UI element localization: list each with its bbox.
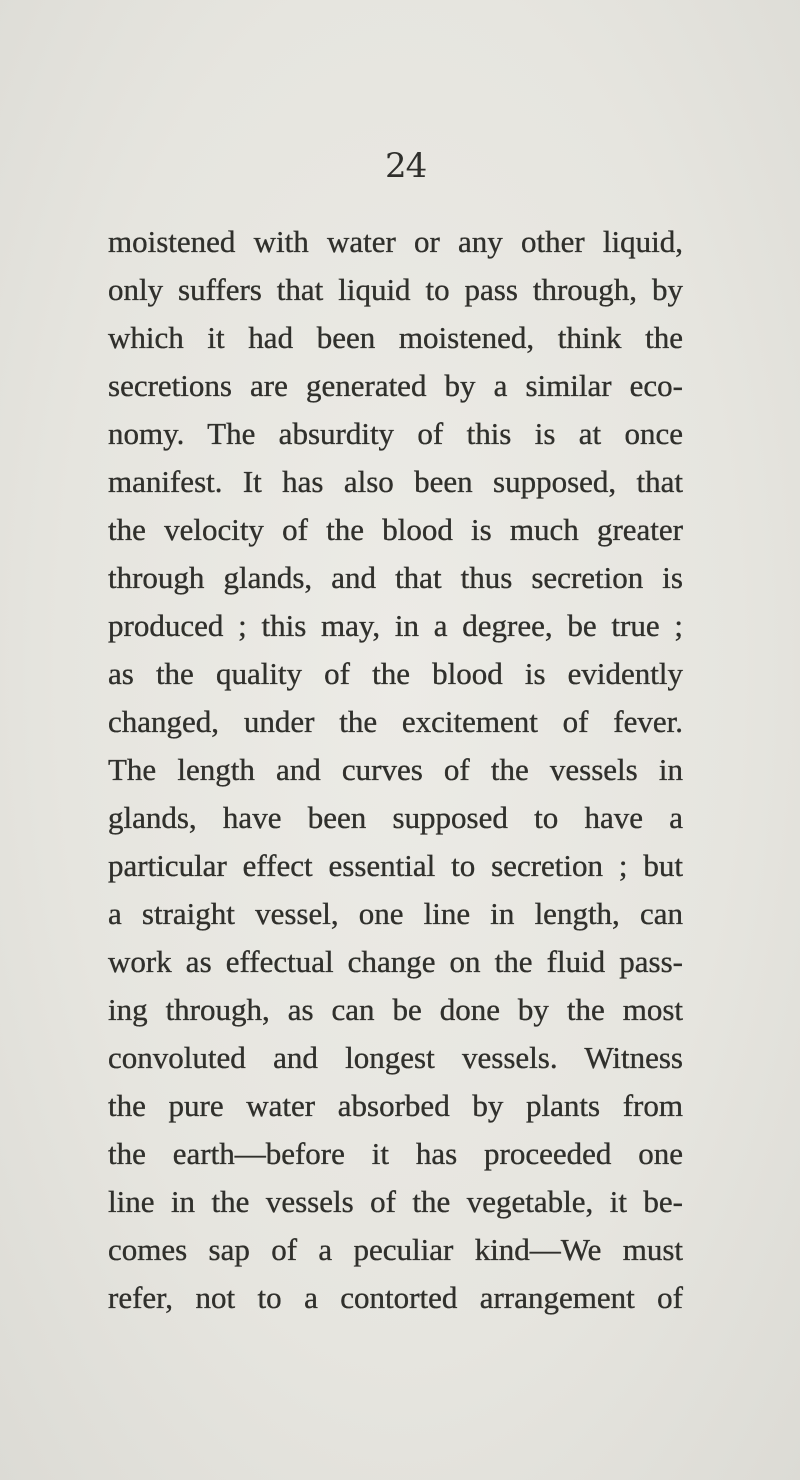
text-line: glands, have been supposed to have a bbox=[108, 800, 683, 835]
text-line: work as effectual change on the fluid pass- bbox=[108, 944, 683, 979]
text-line: convoluted and longest vessels. Witness bbox=[108, 1040, 683, 1075]
text-line: ing through, as can be done by the most bbox=[108, 992, 683, 1027]
text-line: manifest. It has also been supposed, that bbox=[108, 464, 683, 499]
text-line: only suffers that liquid to pass through, by bbox=[108, 272, 683, 307]
text-line: the velocity of the blood is much greater bbox=[108, 512, 683, 547]
text-line: which it had been moistened, think the bbox=[108, 320, 683, 355]
text-line: the earth—before it has proceeded one bbox=[108, 1136, 683, 1171]
page-number: 24 bbox=[385, 146, 427, 186]
text-line: the pure water absorbed by plants from bbox=[108, 1088, 683, 1123]
body-text bbox=[108, 218, 683, 1322]
text-line: particular effect essential to secretion ; but bbox=[108, 848, 683, 883]
text-line: through glands, and that thus secretion is bbox=[108, 560, 683, 595]
text-line: changed, under the excitement of fever. bbox=[108, 704, 683, 739]
text-line: produced ; this may, in a degree, be true ; bbox=[108, 608, 683, 643]
text-line: a straight vessel, one line in length, can bbox=[108, 896, 683, 931]
text-line: The length and curves of the vessels in bbox=[108, 752, 683, 787]
text-line: as the quality of the blood is evidently bbox=[108, 656, 683, 691]
text-line: nomy. The absurdity of this is at once bbox=[108, 416, 683, 451]
text-line: secretions are generated by a similar eco- bbox=[108, 368, 683, 403]
text-line: line in the vessels of the vegetable, it be- bbox=[108, 1184, 683, 1219]
text-line: comes sap of a peculiar kind—We must bbox=[108, 1232, 683, 1267]
text-line: moistened with water or any other liquid, bbox=[108, 224, 683, 259]
text-line: refer, not to a contorted arrangement of bbox=[108, 1280, 683, 1315]
